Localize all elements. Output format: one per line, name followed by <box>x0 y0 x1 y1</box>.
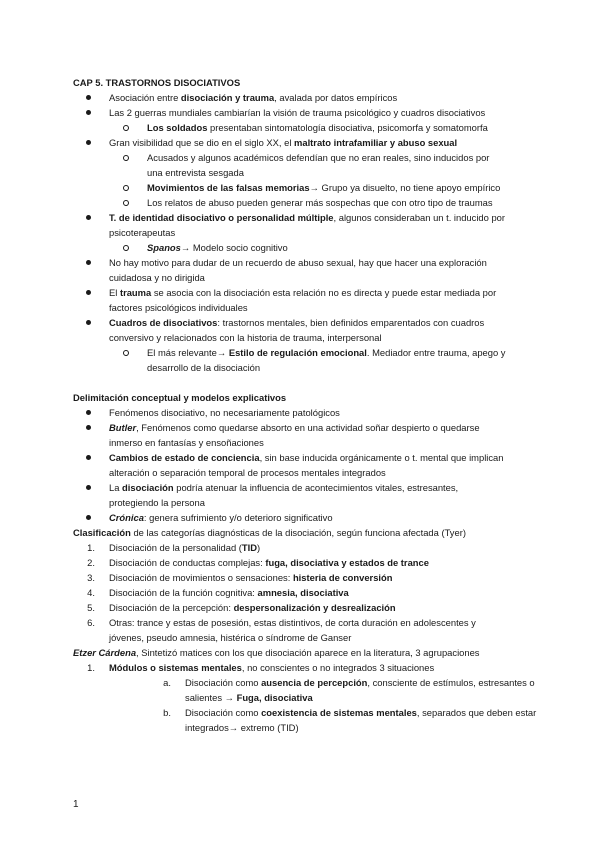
numbered-item: 6. Otras: trance y estas de posesión, estas distintivos, de corta duración en adolescentes y <box>73 615 533 630</box>
lettered-item: b. Disociación como coexistencia de sistemas mentales, separados que deben estar <box>73 705 533 720</box>
lettered-item: a. Disociación como ausencia de percepción, consciente de estímulos, estresantes o <box>73 675 533 690</box>
list-item: Butler, Fenómenos como quedarse absorto en una actividad soñar despierto o quedarse <box>109 422 480 433</box>
list-item: Los relatos de abuso pueden generar más sospechas que con otro tipo de traumas <box>147 197 493 208</box>
etzer-paragraph: Etzer Cárdena, Sintetizó matices con los que disociación aparece en la literatura, 3 agrupaciones <box>73 647 480 658</box>
item-number: 1. <box>87 542 95 553</box>
list-item: El más relevante→ Estilo de regulación emocional. Mediador entre trauma, apego y <box>147 347 506 358</box>
item-number: 3. <box>87 572 95 583</box>
document-body <box>73 75 537 735</box>
list-item-continuation: alteración o separación temporal de procesos mentales integrados <box>109 467 386 478</box>
list-item: Cuadros de disociativos: trastornos mentales, bien definidos emparentados con cuadros <box>109 317 485 328</box>
list-item-continuation: protegiendo la persona <box>109 497 205 508</box>
list-item-continuation: integrados→ extremo (TID) <box>185 722 299 733</box>
list-item: No hay motivo para dudar de un recuerdo de abuso sexual, hay que hacer una exploración <box>109 257 487 268</box>
list-item-continuation: inmerso en fantasías y ensoñaciones <box>109 437 264 448</box>
list-item-continuation: factores psicológicos individuales <box>109 302 248 313</box>
list-item: Movimientos de las falsas memorias→ Grupo ya disuelto, no tiene apoyo empírico <box>147 182 501 193</box>
item-letter: a. <box>163 677 171 688</box>
item-number: 5. <box>87 602 95 613</box>
list-item-continuation: cuidadosa y no dirigida <box>109 272 205 283</box>
list-item-continuation: salientes → Fuga, disociativa <box>185 692 313 703</box>
item-number: 4. <box>87 587 95 598</box>
list-item: Spanos→ Modelo socio cognitivo <box>147 242 288 253</box>
numbered-item: 1. Disociación de la personalidad (TID) <box>73 540 533 555</box>
list-item-continuation: conversivo y relacionados con la historia de trauma, interpersonal <box>109 332 382 343</box>
numbered-item: 3. Disociación de movimientos o sensaciones: histeria de conversión <box>73 570 533 585</box>
list-item-continuation: una entrevista sesgada <box>147 167 244 178</box>
list-item: Gran visibilidad que se dio en el siglo XX, el maltrato intrafamiliar y abuso sexual <box>109 137 458 148</box>
list-item: Los soldados presentaban sintomatología disociativa, psicomorfa y somatomorfa <box>147 122 488 133</box>
list-item: La disociación podría atenuar la influencia de acontecimientos vitales, estresantes, <box>109 482 459 493</box>
item-letter: b. <box>163 707 171 718</box>
item-number: 2. <box>87 557 95 568</box>
list-item: Las 2 guerras mundiales cambiarían la visión de trauma psicológico y cuadros disociativos <box>109 107 486 118</box>
numbered-item: 4. Disociación de la función cognitiva: amnesia, disociativa <box>73 585 533 600</box>
item-number: 6. <box>87 617 95 628</box>
item-number: 1. <box>87 662 95 673</box>
list-item: El trauma se asocia con la disociación esta relación no es directa y puede estar mediada por <box>109 287 497 298</box>
numbered-item: 2. Disociación de conductas complejas: fuga, disociativa y estados de trance <box>73 555 533 570</box>
classification-paragraph: Clasificación de las categorías diagnósticas de la disociación, según funciona afectada (Tyer) <box>73 527 466 538</box>
section-heading: Delimitación conceptual y modelos explicativos <box>73 392 287 403</box>
chapter-heading: CAP 5. TRASTORNOS DISOCIATIVOS <box>73 77 241 88</box>
list-item: Fenómenos disociativo, no necesariamente patológicos <box>109 407 340 418</box>
list-item-continuation: jóvenes, pseudo amnesia, histérica o síndrome de Ganser <box>109 632 352 643</box>
list-item: Acusados y algunos académicos defendían que no eran reales, sino inducidos por <box>147 152 490 163</box>
page-number: 1 <box>73 799 79 810</box>
list-item: Asociación entre disociación y trauma, avalada por datos empíricos <box>109 92 398 103</box>
spacer <box>73 375 533 390</box>
list-item-continuation: psicoterapeutas <box>109 227 176 238</box>
list-item: T. de identidad disociativo o personalidad múltiple, algunos consideraban un t. inducido por <box>109 212 505 223</box>
list-item: Cambios de estado de conciencia, sin base inducida orgánicamente o t. mental que implican <box>109 452 504 463</box>
numbered-item: 5. Disociación de la percepción: despersonalización y desrealización <box>73 600 533 615</box>
list-item-continuation: desarrollo de la disociación <box>147 362 261 373</box>
numbered-item: 1. Módulos o sistemas mentales, no conscientes o no integrados 3 situaciones <box>73 660 533 675</box>
list-item: Crónica: genera sufrimiento y/o deterioro significativo <box>109 512 333 523</box>
